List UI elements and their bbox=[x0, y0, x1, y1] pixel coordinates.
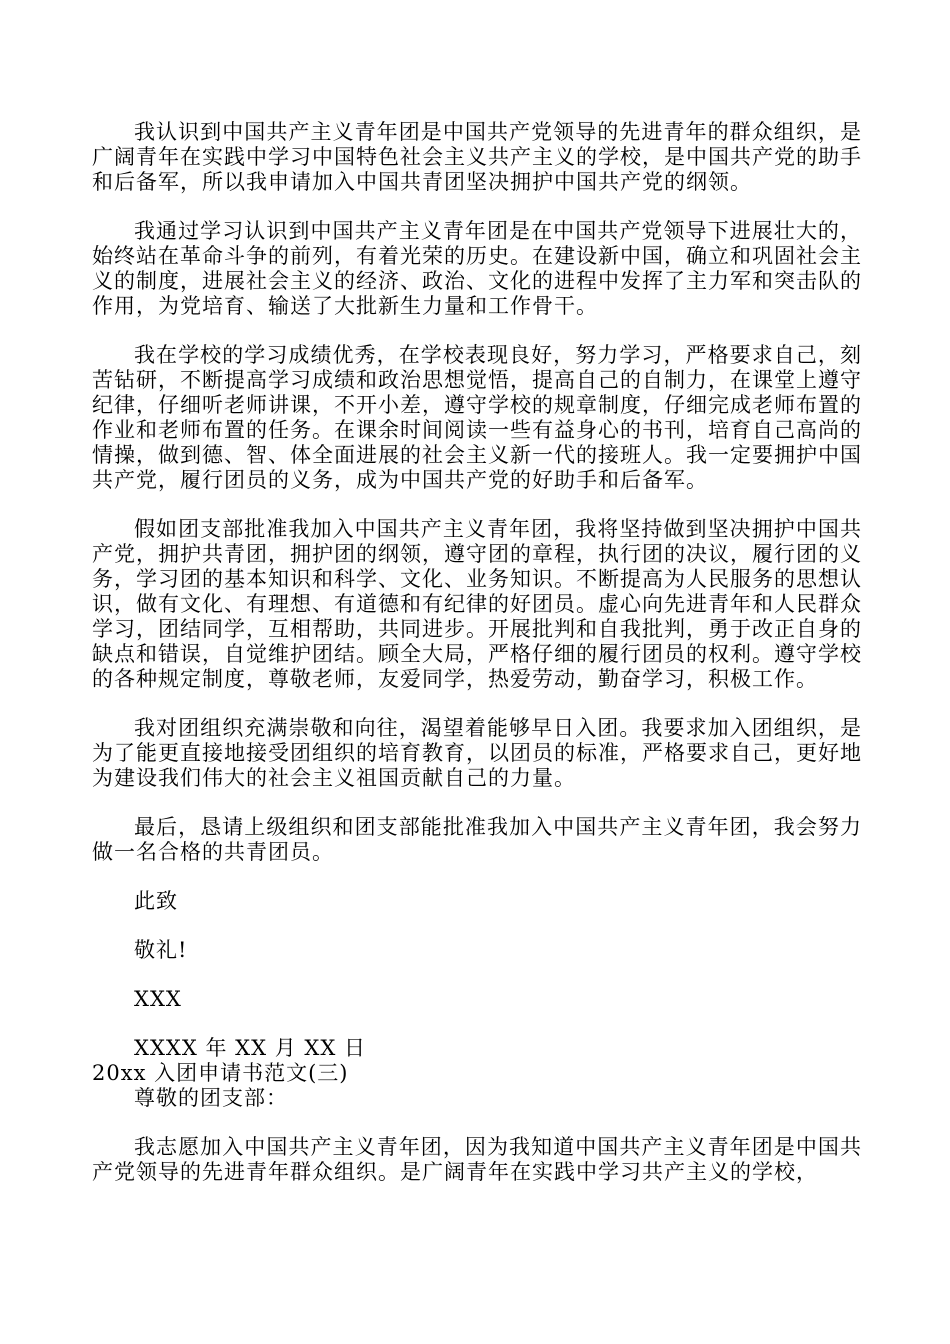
body-paragraph-5: 我对团组织充满崇敬和向往，渴望着能够早日入团。我要求加入团组织，是为了能更直接地接受团组织的培育教育，以团员的标准，严格要求自己，更好地为建设我们伟大的社会主义祖国贡献自己的力量。 bbox=[92, 716, 862, 790]
body-paragraph-6: 最后，恳请上级组织和团支部能批准我加入中国共产主义青年团，我会努力做一名合格的共青团员。 bbox=[92, 815, 862, 864]
next-body-paragraph: 我志愿加入中国共产主义青年团，因为我知道中国共产主义青年团是中国共产党领导的先进青年群众组织。是广阔青年在实践中学习共产主义的学校， bbox=[92, 1135, 862, 1184]
body-paragraph-1: 我认识到中国共产主义青年团是中国共产党领导的先进青年的群众组织，是广阔青年在实践中学习中国特色社会主义共产主义的学校，是中国共产党的助手和后备军，所以我申请加入中国共青团坚决拥护中国共产党的纲领。 bbox=[92, 120, 862, 194]
salute-line: 敬礼! bbox=[134, 938, 188, 962]
next-greeting: 尊敬的团支部： bbox=[134, 1086, 288, 1110]
body-paragraph-4: 假如团支部批准我加入中国共产主义青年团，我将坚持做到坚决拥护中国共产党，拥护共青团，拥护团的纲领，遵守团的章程，执行团的决议，履行团的义务，学习团的基本知识和科学、文化、业务知识。不断提高为人民服务的思想认识，做有文化、有理想、有道德和有纪律的好团员。虚心向先进青年和人民群众学习，团结同学，互相帮助，共同进步。开展批判和自我批判，勇于改正自身的缺点和错误，自觉维护团结。顾全大局，严格仔细的履行团员的权利。遵守学校的各种规定制度，尊敬老师，友爱同学，热爱劳动，勤奋学习，积极工作。 bbox=[92, 517, 862, 691]
next-section-title: 20xx 入团申请书范文(三) bbox=[92, 1061, 349, 1085]
signature-line: XXX bbox=[134, 987, 182, 1011]
date-line: XXXX 年 XX 月 XX 日 bbox=[134, 1036, 366, 1060]
closing-line: 此致 bbox=[134, 889, 178, 913]
body-paragraph-3: 我在学校的学习成绩优秀，在学校表现良好，努力学习，严格要求自己，刻苦钻研，不断提高学习成绩和政治思想觉悟，提高自己的自制力，在课堂上遵守纪律，仔细听老师讲课，不开小差，遵守学校的规章制度，仔细完成老师布置的作业和老师布置的任务。在课余时间阅读一些有益身心的书刊，培育自己高尚的情操，做到德、智、体全面进展的社会主义新一代的接班人。我一定要拥护中国共产党，履行团员的义务，成为中国共产党的好助手和后备军。 bbox=[92, 343, 862, 492]
body-paragraph-2: 我通过学习认识到中国共产主义青年团是在中国共产党领导下进展壮大的，始终站在革命斗争的前列，有着光荣的历史。在建设新中国，确立和巩固社会主义的制度，进展社会主义的经济、政治、文化的进程中发挥了主力军和突击队的作用，为党培育、输送了大批新生力量和工作骨干。 bbox=[92, 219, 862, 318]
document-page bbox=[92, 120, 862, 1185]
